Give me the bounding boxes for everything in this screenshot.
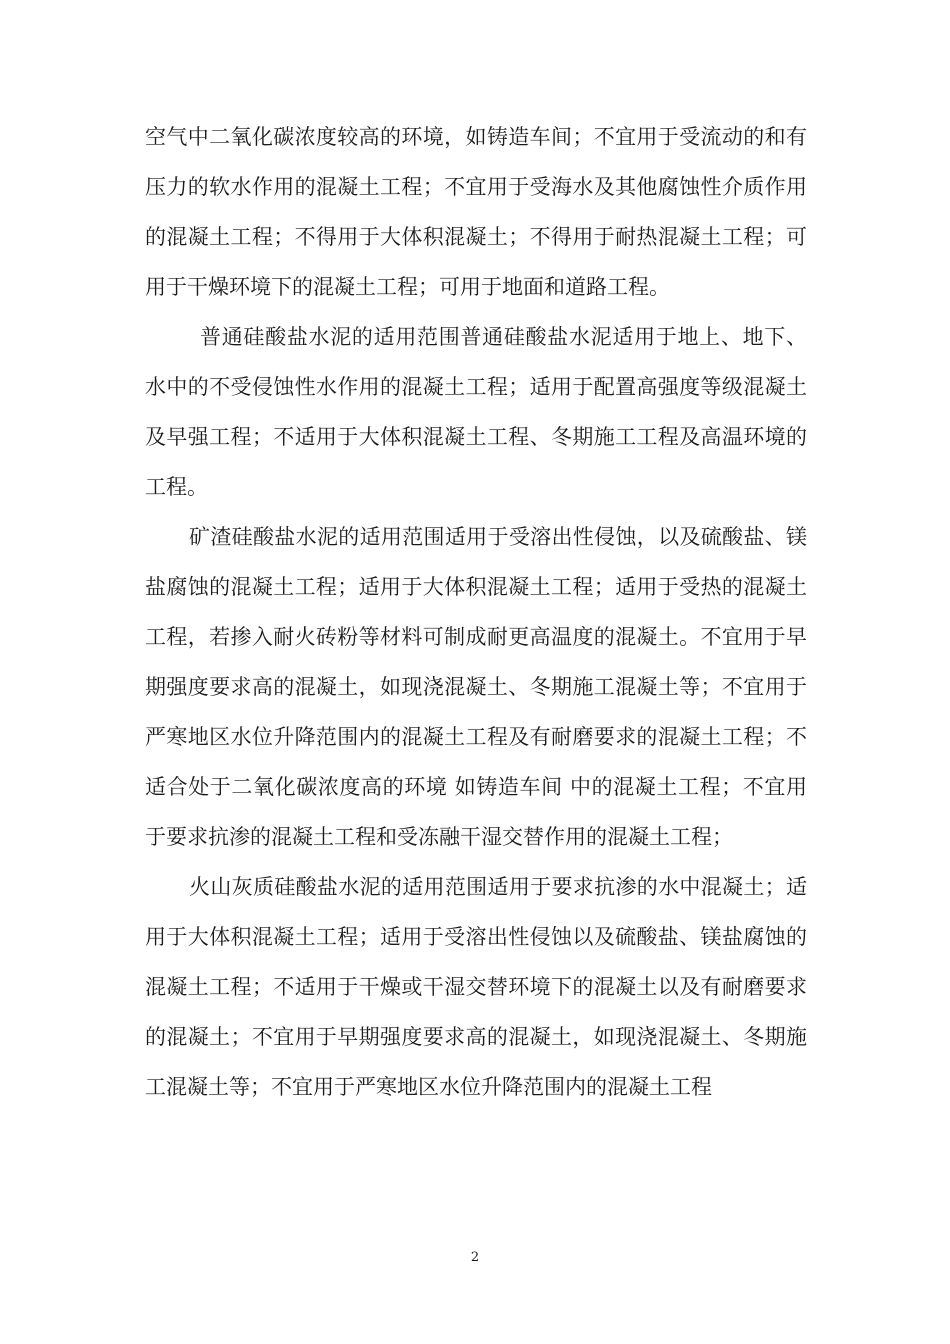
paragraph-4: 火山灰质硅酸盐水泥的适用范围适用于要求抗渗的水中混凝土；适用于大体积混凝土工程；适用于受溶出性侵蚀以及硫酸盐、镁盐腐蚀的混凝土工程；不适用于干燥或干湿交替环境下的混凝土以及有耐磨要求的混凝土；不宜用于早期强度要求高的混凝土，如现浇混凝土、冬期施工混凝土等；不宜用于严寒地区水位升降范围内的混凝土工程	[145, 875, 807, 1099]
page-number: 2	[470, 1250, 480, 1265]
paragraph-1: 空气中二氧化碳浓度较高的环境，如铸造车间；不宜用于受流动的和有压力的软水作用的混凝土工程；不宜用于受海水及其他腐蚀性介质作用的混凝土工程；不得用于大体积混凝土；不得用于耐热混凝土工程；可用于干燥环境下的混凝土工程；可用于地面和道路工程。	[145, 125, 807, 299]
document-body	[145, 112, 807, 1112]
paragraph-2: 普通硅酸盐水泥的适用范围普通硅酸盐水泥适用于地上、地下、水中的不受侵蚀性水作用的混凝土工程；适用于配置高强度等级混凝土及早强工程；不适用于大体积混凝土工程、冬期施工工程及高温环境的工程。	[145, 325, 807, 499]
paragraph-3: 矿渣硅酸盐水泥的适用范围适用于受溶出性侵蚀，以及硫酸盐、镁盐腐蚀的混凝土工程；适用于大体积混凝土工程；适用于受热的混凝土工程，若掺入耐火砖粉等材料可制成耐更高温度的混凝土。不宜用于早期强度要求高的混凝土，如现浇混凝土、冬期施工混凝土等；不宜用于严寒地区水位升降范围内的混凝土工程及有耐磨要求的混凝土工程；不适合处于二氧化碳浓度高的环境 如铸造车间 中的混凝土工程；不宜用于要求抗渗的混凝土工程和受冻融干湿交替作用的混凝土工程；	[145, 525, 807, 849]
